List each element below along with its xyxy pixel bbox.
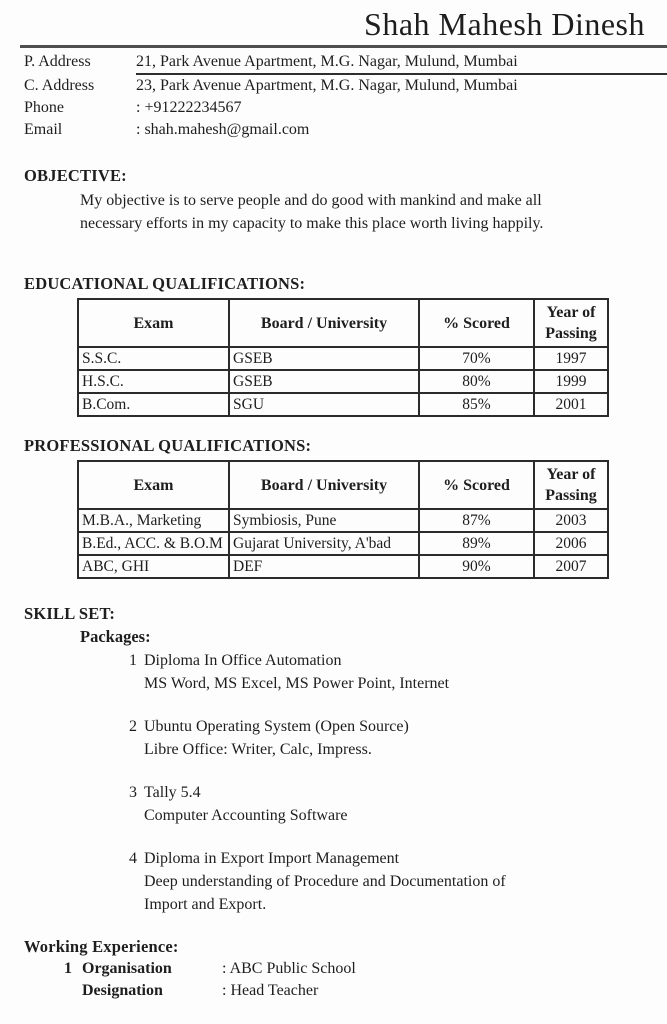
experience-number: 1 <box>64 960 72 977</box>
skill-text <box>144 781 564 827</box>
contact-value: 23, Park Avenue Apartment, M.G. Nagar, Mulund, Mumbai <box>136 77 518 94</box>
cell-year: 2006 <box>534 532 608 555</box>
skill-number: 4 <box>129 850 137 867</box>
cell-exam: B.Com. <box>78 393 229 416</box>
table-row <box>78 555 608 578</box>
table-row <box>78 370 608 393</box>
column-header-score: % Scored <box>419 299 534 347</box>
contact-label: Phone <box>24 99 64 116</box>
skill-item <box>126 649 667 695</box>
skill-detail: Computer Accounting Software <box>144 807 348 824</box>
cell-score: 80% <box>419 370 534 393</box>
contact-value: 21, Park Avenue Apartment, M.G. Nagar, Mulund, Mumbai <box>136 51 667 75</box>
column-header-exam: Exam <box>78 461 229 509</box>
objective-text: My objective is to serve people and do good with mankind and make all necessary efforts in my capacity to make this place worth living happily. <box>80 192 544 232</box>
experience-row-designation <box>64 980 667 1002</box>
education-section <box>0 273 667 417</box>
page-title: Shah Mahesh Dinesh <box>364 6 645 42</box>
experience-row-organisation <box>64 958 667 980</box>
education-table <box>77 298 609 417</box>
cell-board: GSEB <box>229 370 419 393</box>
contact-row-permanent-address <box>24 51 667 75</box>
contact-label: C. Address <box>24 77 95 94</box>
skill-item <box>126 847 667 916</box>
cell-year: 2003 <box>534 509 608 532</box>
experience-label: Organisation <box>82 960 172 977</box>
skill-title: Diploma In Office Automation <box>144 652 342 669</box>
experience-value: : ABC Public School <box>222 960 356 977</box>
skill-item <box>126 781 667 827</box>
cell-exam: B.Ed., ACC. & B.O.M <box>78 532 229 555</box>
professional-table <box>77 460 609 579</box>
column-header-board: Board / University <box>229 299 419 347</box>
cell-board: Symbiosis, Pune <box>229 509 419 532</box>
skill-detail: Import and Export. <box>144 896 267 913</box>
skill-number: 2 <box>129 718 137 735</box>
contact-label: Email <box>24 121 63 138</box>
table-row <box>78 532 608 555</box>
cell-exam: M.B.A., Marketing <box>78 509 229 532</box>
experience-section <box>0 936 667 1002</box>
skill-detail: MS Word, MS Excel, MS Power Point, Internet <box>144 675 450 692</box>
cell-board: Gujarat University, A'bad <box>229 532 419 555</box>
table-header-row <box>78 461 608 509</box>
cell-score: 70% <box>419 347 534 370</box>
column-header-score: % Scored <box>419 461 534 509</box>
cell-year: 2007 <box>534 555 608 578</box>
experience-value: : Head Teacher <box>222 982 319 999</box>
education-heading: EDUCATIONAL QUALIFICATIONS: <box>24 274 306 293</box>
table-row <box>78 347 608 370</box>
skill-number: 3 <box>129 784 137 801</box>
contact-value: : +91222234567 <box>136 99 242 116</box>
cell-year: 1999 <box>534 370 608 393</box>
column-header-board: Board / University <box>229 461 419 509</box>
cell-score: 87% <box>419 509 534 532</box>
column-header-year: Year of Passing <box>534 299 608 347</box>
contact-label: P. Address <box>24 53 91 70</box>
skill-title: Ubuntu Operating System (Open Source) <box>144 718 409 735</box>
cell-exam: S.S.C. <box>78 347 229 370</box>
title-divider <box>20 45 667 48</box>
skill-text <box>144 649 564 695</box>
cell-year: 1997 <box>534 347 608 370</box>
professional-heading: PROFESSIONAL QUALIFICATIONS: <box>24 436 312 455</box>
cell-board: GSEB <box>229 347 419 370</box>
table-row <box>78 509 608 532</box>
skill-number: 1 <box>129 652 137 669</box>
contact-block <box>24 51 667 141</box>
contact-row-phone <box>24 97 667 119</box>
contact-value: : shah.mahesh@gmail.com <box>136 121 310 138</box>
experience-label: Designation <box>82 982 163 999</box>
column-header-year: Year of Passing <box>534 461 608 509</box>
skill-item <box>126 715 667 761</box>
skill-title: Tally 5.4 <box>144 784 201 801</box>
cell-score: 89% <box>419 532 534 555</box>
cell-score: 85% <box>419 393 534 416</box>
professional-section <box>0 435 667 579</box>
table-header-row <box>78 299 608 347</box>
experience-heading: Working Experience: <box>24 937 179 956</box>
column-header-exam: Exam <box>78 299 229 347</box>
contact-row-current-address <box>24 75 667 97</box>
cell-board: DEF <box>229 555 419 578</box>
contact-row-email <box>24 119 667 141</box>
experience-number <box>64 980 76 1002</box>
cell-exam: ABC, GHI <box>78 555 229 578</box>
skill-detail: Deep understanding of Procedure and Documentation of <box>144 873 506 890</box>
skill-detail: Libre Office: Writer, Calc, Impress. <box>144 741 372 758</box>
skill-text <box>144 847 564 916</box>
objective-section <box>0 165 667 235</box>
table-row <box>78 393 608 416</box>
objective-heading: OBJECTIVE: <box>24 166 127 185</box>
skill-text <box>144 715 564 761</box>
skill-title: Diploma in Export Import Management <box>144 850 400 867</box>
cell-score: 90% <box>419 555 534 578</box>
cell-board: SGU <box>229 393 419 416</box>
skills-heading: SKILL SET: <box>24 604 116 623</box>
cell-exam: H.S.C. <box>78 370 229 393</box>
cell-year: 2001 <box>534 393 608 416</box>
packages-subheading: Packages: <box>80 627 151 646</box>
skills-section <box>0 603 667 916</box>
